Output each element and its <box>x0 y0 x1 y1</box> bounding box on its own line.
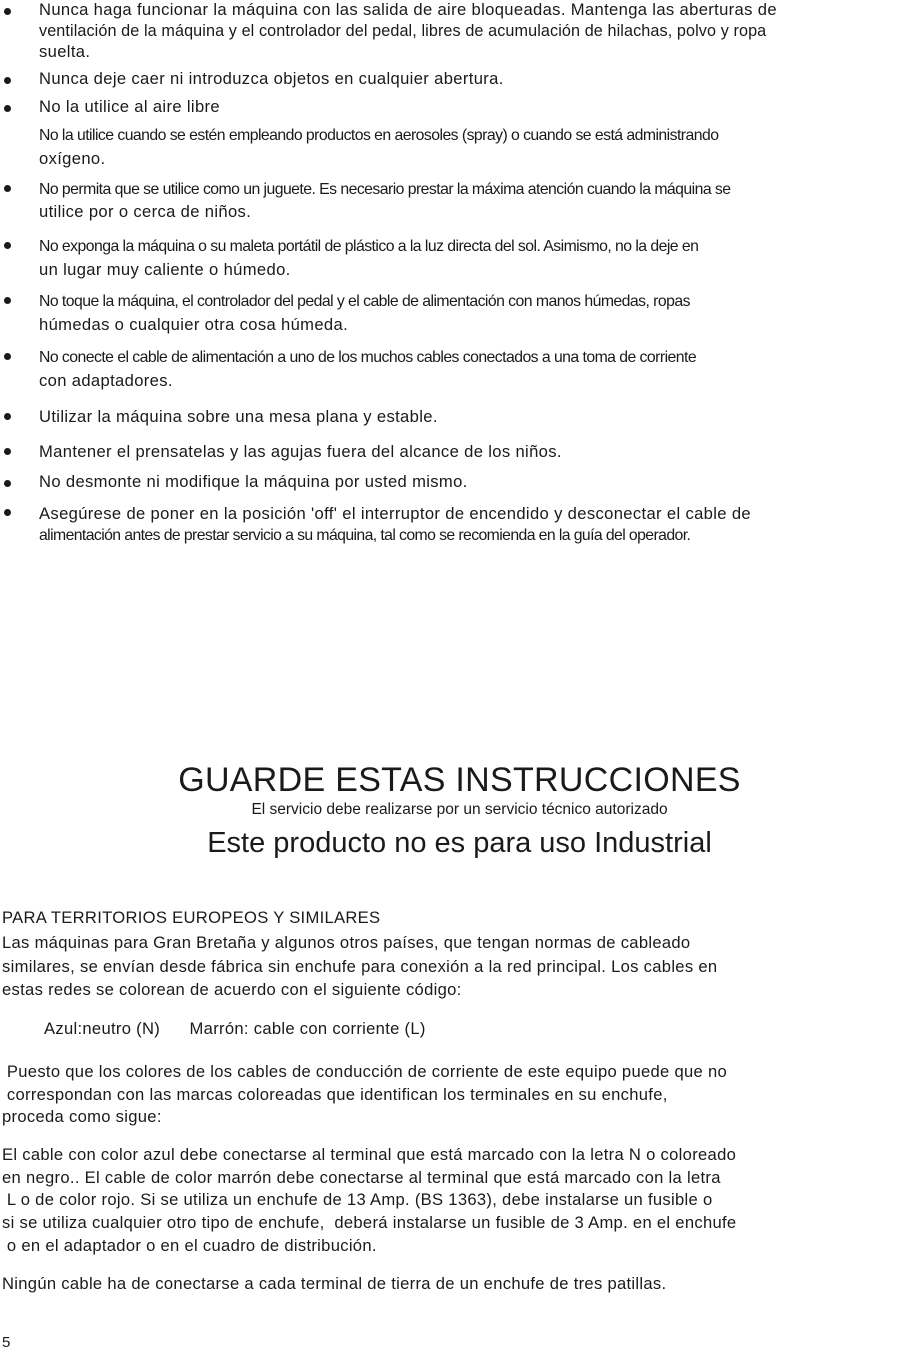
bullet-line: oxígeno. <box>39 149 106 168</box>
paragraph-line: correspondan con las marcas coloreadas que identifican los terminales en su enchufe, <box>2 1085 668 1104</box>
wire-color-code: Azul:neutro (N) Marrón: cable con corriente (L) <box>44 1019 426 1038</box>
bullet-line: utilice por o cerca de niños. <box>39 202 252 221</box>
bullet-line: No permita que se utilice como un juguete. Es necesario prestar la máxima atención cuando la máquina se <box>39 181 731 198</box>
bullet-dot-icon <box>4 297 11 304</box>
bullet-line: Mantener el prensatelas y las agujas fuera del alcance de los niños. <box>39 442 562 461</box>
bullet-dot-icon <box>4 413 11 420</box>
bullet-dot-icon <box>4 509 11 516</box>
page-number: 5 <box>2 1334 11 1351</box>
bullet-line: con adaptadores. <box>39 371 173 390</box>
bullet-dot-icon <box>4 185 11 192</box>
bullet-dot-icon <box>4 353 11 360</box>
authorized-service-note: El servicio debe realizarse por un servicio técnico autorizado <box>251 801 668 818</box>
bullet-line: No conecte el cable de alimentación a uno de los muchos cables conectados a una toma de corriente <box>39 349 697 366</box>
paragraph-line: estas redes se colorean de acuerdo con el siguiente código: <box>2 980 462 999</box>
bullet-dot-icon <box>4 242 11 249</box>
bullet-line: alimentación antes de prestar servicio a su máquina, tal como se recomienda en la guía del operador. <box>39 527 691 544</box>
bullet-line: No desmonte ni modifique la máquina por usted mismo. <box>39 472 468 491</box>
bullet-line: No la utilice al aire libre <box>39 97 220 116</box>
paragraph-line: Las máquinas para Gran Bretaña y algunos otros países, que tengan normas de cableado <box>2 933 691 952</box>
bullet-line: No exponga la máquina o su maleta portátil de plástico a la luz directa del sol. Asimismo, no la deje en <box>39 238 699 255</box>
bullet-line: húmedas o cualquier otra cosa húmeda. <box>39 315 349 334</box>
paragraph-line: si se utiliza cualquier otro tipo de enchufe, deberá instalarse un fusible de 3 Amp. en el enchufe <box>2 1213 737 1232</box>
bullet-dot-icon <box>4 105 11 112</box>
bullet-dot-icon <box>4 448 11 455</box>
paragraph-line: El cable con color azul debe conectarse al terminal que está marcado con la letra N o coloreado <box>2 1145 737 1164</box>
bullet-dot-icon <box>4 8 11 15</box>
paragraph-line: similares, se envían desde fábrica sin enchufe para conexión a la red principal. Los cables en <box>2 957 718 976</box>
bullet-line: ventilación de la máquina y el controlador del pedal, libres de acumulación de hilachas, polvo y ropa <box>39 22 767 40</box>
bullet-dot-icon <box>4 480 11 487</box>
paragraph-line: o en el adaptador o en el cuadro de distribución. <box>2 1236 377 1255</box>
paragraph-line: Ningún cable ha de conectarse a cada terminal de tierra de un enchufe de tres patillas. <box>2 1274 667 1293</box>
paragraph-line: Puesto que los colores de los cables de conducción de corriente de este equipo puede que no <box>2 1062 728 1081</box>
bullet-dot-icon <box>4 77 11 84</box>
paragraph-line: en negro.. El cable de color marrón debe conectarse al terminal que está marcado con la letra <box>2 1168 721 1187</box>
paragraph-line: proceda como sigue: <box>2 1107 162 1126</box>
bullet-line: Nunca haga funcionar la máquina con las salida de aire bloqueadas. Mantenga las aberturas de <box>39 0 777 19</box>
bullet-line: Utilizar la máquina sobre una mesa plana y estable. <box>39 407 438 426</box>
bullet-line: No toque la máquina, el controlador del pedal y el cable de alimentación con manos húmedas, ropas <box>39 293 690 310</box>
bullet-line: Asegúrese de poner en la posición 'off' el interruptor de encendido y desconectar el cable de <box>39 504 751 523</box>
bullet-line: Nunca deje caer ni introduzca objetos en cualquier abertura. <box>39 69 504 88</box>
bullet-line: suelta. <box>39 42 91 61</box>
bullet-line: un lugar muy caliente o húmedo. <box>39 260 291 279</box>
bullet-line: No la utilice cuando se estén empleando productos en aerosoles (spray) o cuando se está administrando <box>39 127 719 144</box>
section-heading: PARA TERRITORIOS EUROPEOS Y SIMILARES <box>2 908 381 927</box>
paragraph-line: L o de color rojo. Si se utiliza un enchufe de 13 Amp. (BS 1363), debe instalarse un fusible o <box>2 1190 713 1209</box>
save-instructions-title: GUARDE ESTAS INSTRUCCIONES <box>178 761 741 799</box>
not-industrial-note: Este producto no es para uso Industrial <box>207 827 712 859</box>
